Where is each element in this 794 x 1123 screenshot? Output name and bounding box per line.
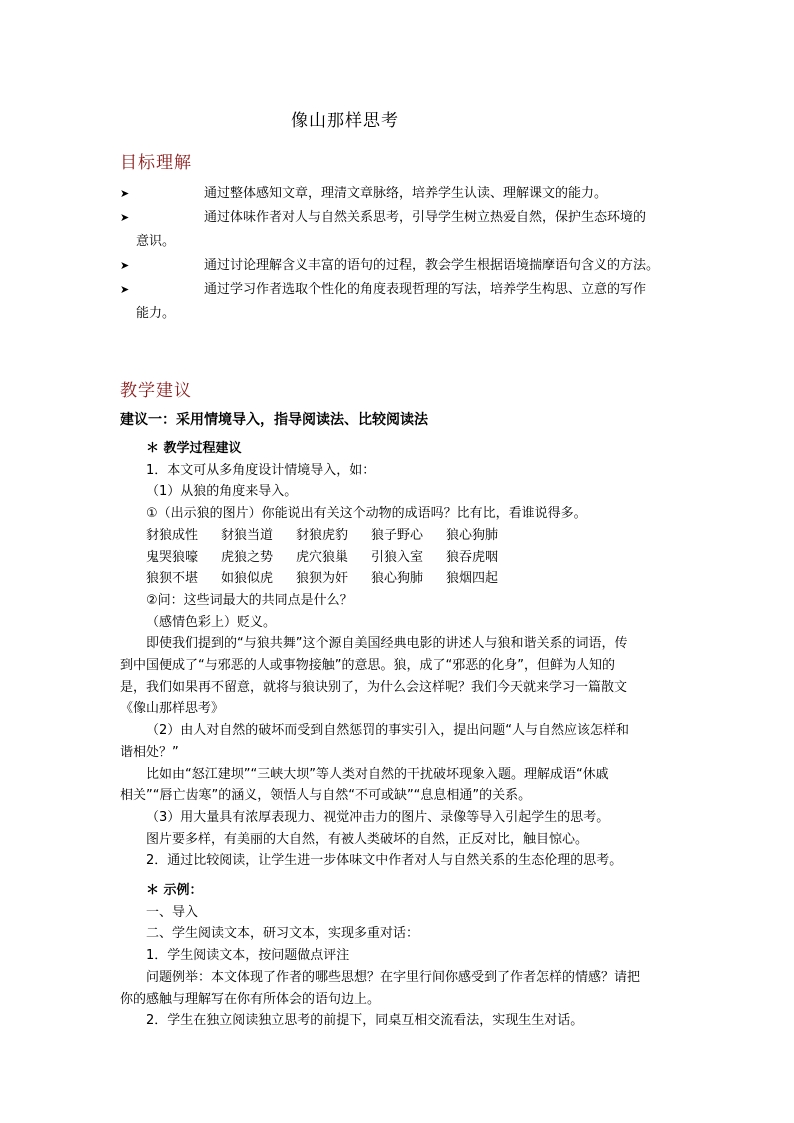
body-line: 2．通过比较阅读，让学生进一步体味文中作者对人与自然关系的生态伦理的思考。 <box>146 853 623 869</box>
body-line: 图片要多样，有美丽的大自然，有被人类破坏的自然，正反对比，触目惊心。 <box>146 831 589 847</box>
goal-item <box>120 182 680 206</box>
body-line: 是，我们如果再不留意，就将与狼诀别了，为什么会这样呢？我们今天就来学习一篇散文 <box>120 679 628 695</box>
arrow-bullet-icon: ➤ <box>120 211 130 224</box>
goals-list <box>120 182 680 326</box>
body-line: （感情色彩上）贬义。 <box>146 614 277 630</box>
idiom-cell: 狼狈为奸 <box>296 571 349 587</box>
idiom-cell: 豺狼成性 <box>146 527 199 543</box>
idiom-cell: 豺狼当道 <box>221 527 274 543</box>
body-line: 比如由“怒江建坝”“三峡大坝”等人类对自然的干扰破坏现象入题。理解成语“休戚 <box>146 766 609 782</box>
idiom-cell: 引狼入室 <box>371 549 424 565</box>
goal-text-continued: 能力。 <box>136 306 176 321</box>
body-line: 问题例举：本文体现了作者的哪些思想？在字里行间你感受到了作者怎样的情感？请把 <box>146 969 641 985</box>
suggestion-title: 建议一：采用情境导入，指导阅读法、比较阅读法 <box>120 412 428 428</box>
body-line: 谐相处？” <box>120 744 179 760</box>
goal-item <box>120 206 680 254</box>
idiom-cell: 狼子野心 <box>371 527 424 543</box>
suggestion-body <box>120 438 680 1032</box>
spacer <box>120 872 680 880</box>
idiom-cell: 如狼似虎 <box>221 571 274 587</box>
idiom-cell: 鬼哭狼嚎 <box>146 549 199 565</box>
idiom-cell: 豺狼虎豹 <box>296 527 349 543</box>
arrow-bullet-icon: ➤ <box>120 283 130 296</box>
body-line: （3）用大量具有浓厚表现力、视觉冲击力的图片、录像等导入引起学生的思考。 <box>146 809 610 825</box>
idiom-cell: 狼狈不堪 <box>146 571 199 587</box>
arrow-bullet-icon: ➤ <box>120 259 130 272</box>
body-line: 《像山那样思考》 <box>120 701 225 717</box>
goal-text: 通过讨论理解含义丰富的语句的过程，教会学生根据语境揣摩语句含义的方法。 <box>204 258 660 273</box>
idiom-row <box>120 547 680 569</box>
body-line: 一、导入 <box>146 904 199 920</box>
body-line: 2．学生在独立阅读独立思考的前提下，同桌互相交流看法，实现生生对话。 <box>146 1013 584 1029</box>
idiom-row <box>120 568 680 590</box>
idiom-cell: 虎狼之势 <box>221 549 274 565</box>
body-line: （2）由人对自然的破坏而受到自然惩罚的事实引入，提出问题“人与自然应该怎样和 <box>146 723 630 739</box>
idiom-cell: 狼吞虎咽 <box>446 549 499 565</box>
arrow-bullet-icon: ➤ <box>120 187 130 200</box>
body-line: 你的感触与理解写在你有所体会的语句边上。 <box>120 991 381 1007</box>
body-line: ＊ 教学过程建议 <box>146 441 242 456</box>
idiom-cell: 虎穴狼巢 <box>296 549 349 565</box>
goal-text-continued: 意识。 <box>136 234 176 249</box>
body-line: 1．本文可从多角度设计情境导入，如： <box>146 462 376 478</box>
body-line: 1．学生阅读文本，按问题做点评注 <box>146 948 350 964</box>
body-line: ＊ 示例： <box>146 883 203 899</box>
idiom-table <box>120 525 680 590</box>
goal-item <box>120 278 680 326</box>
teaching-heading: 教学建议 <box>120 381 192 401</box>
body-line: 二、学生阅读文本，研习文本，实现多重对话： <box>146 926 420 942</box>
body-line: 即使我们提到的“与狼共舞”这个源自美国经典电影的讲述人与狼和谐关系的词语，传 <box>146 636 628 652</box>
body-line: （1）从狼的角度来导入。 <box>146 484 298 500</box>
goal-text: 通过整体感知文章，理清文章脉络，培养学生认读、理解课文的能力。 <box>204 186 608 201</box>
goals-heading: 目标理解 <box>120 153 192 173</box>
idiom-cell: 狼心狗肺 <box>446 527 499 543</box>
goal-item <box>120 254 680 278</box>
document-title: 像山那样思考 <box>291 111 399 131</box>
goal-text: 通过学习作者选取个性化的角度表现哲理的写法，培养学生构思、立意的写作 <box>204 282 647 297</box>
idiom-row <box>120 525 680 547</box>
idiom-cell: 狼烟四起 <box>446 571 499 587</box>
body-line: 相关”“唇亡齿寒”的涵义，领悟人与自然“不可或缺”“息息相通”的关系。 <box>120 788 532 804</box>
body-line: ②问：这些词最大的共同点是什么？ <box>146 592 353 608</box>
body-line: ①（出示狼的图片）你能说出有关这个动物的成语吗？比有比，看谁说得多。 <box>146 506 587 522</box>
idiom-cell: 狼心狗肺 <box>371 571 424 587</box>
body-line: 到中国便成了“与邪恶的人或事物接触”的意思。狼，成了“邪恶的化身”，但鲜为人知的 <box>120 658 615 674</box>
goal-text: 通过体味作者对人与自然关系思考，引导学生树立热爱自然，保护生态环境的 <box>204 210 647 225</box>
